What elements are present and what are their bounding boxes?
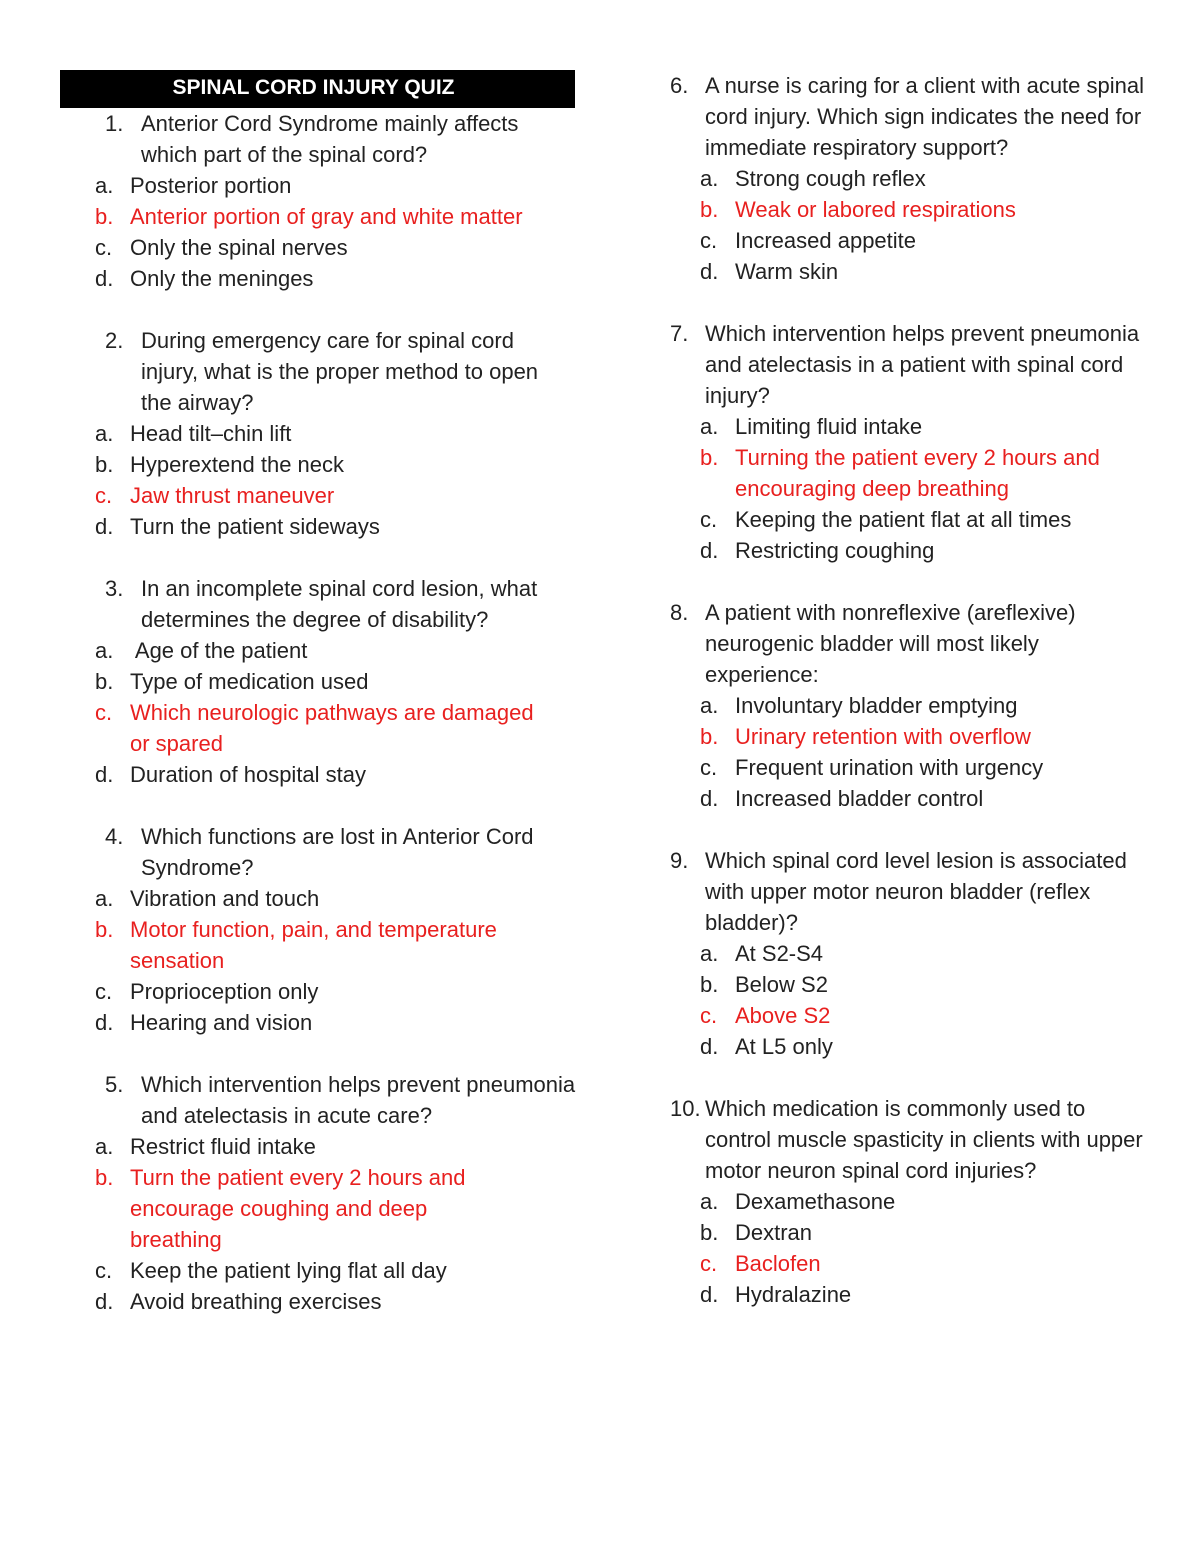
option-d: d. Duration of hospital stay bbox=[95, 762, 367, 787]
option-b: b. Hyperextend the neck bbox=[95, 452, 345, 477]
option-d: d. Hearing and vision bbox=[95, 1010, 313, 1035]
option-d: d. Turn the patient sideways bbox=[95, 514, 380, 539]
option-c-correct: c. Jaw thrust maneuver bbox=[95, 483, 335, 508]
options-list bbox=[60, 1131, 580, 1317]
option-a: a. Restrict fluid intake bbox=[95, 1134, 316, 1159]
question-9 bbox=[665, 845, 1145, 938]
option-a: a. Dexamethasone bbox=[700, 1189, 896, 1214]
option-a: a. Posterior portion bbox=[95, 173, 292, 198]
option-a: a. Limiting fluid intake bbox=[700, 414, 923, 439]
options-list bbox=[60, 170, 580, 294]
options-list bbox=[665, 938, 1145, 1062]
option-b-correct: b. Motor function, pain, and temperature sensation bbox=[95, 917, 497, 973]
option-a: a. Strong cough reflex bbox=[700, 166, 926, 191]
options-list bbox=[60, 635, 580, 790]
options-list bbox=[665, 1186, 1145, 1310]
option-a: a. Vibration and touch bbox=[95, 886, 320, 911]
option-d: d. Warm skin bbox=[700, 259, 839, 284]
question-number: 6. bbox=[670, 73, 689, 98]
question-10 bbox=[665, 1093, 1145, 1186]
question-text: Which functions are lost in Anterior Cord Syndrome? bbox=[141, 824, 534, 880]
option-a: a. Age of the patient bbox=[95, 638, 308, 663]
option-c-correct: c. Which neurologic pathways are damaged or spared bbox=[95, 700, 534, 756]
option-d: d. At L5 only bbox=[700, 1034, 833, 1059]
option-b: b. Dextran bbox=[700, 1220, 813, 1245]
option-c: c. Only the spinal nerves bbox=[95, 235, 348, 260]
left-column bbox=[60, 70, 580, 1317]
question-text: A patient with nonreflexive (areflexive) neurogenic bladder will most likely experience: bbox=[705, 600, 1076, 687]
question-number: 9. bbox=[670, 848, 689, 873]
option-c-correct: c. Baclofen bbox=[700, 1251, 821, 1276]
question-number: 10. bbox=[670, 1096, 701, 1121]
question-3 bbox=[60, 573, 580, 635]
option-a: a. Head tilt–chin lift bbox=[95, 421, 292, 446]
question-2 bbox=[60, 325, 580, 418]
question-text: Which medication is commonly used to control muscle spasticity in clients with upper motor neuron spinal cord injuries? bbox=[705, 1096, 1143, 1183]
option-b-correct: b. Turning the patient every 2 hours and encouraging deep breathing bbox=[700, 445, 1100, 501]
question-text: A nurse is caring for a client with acute spinal cord injury. Which sign indicates the need for immediate respiratory support? bbox=[705, 73, 1145, 160]
option-b: b. Below S2 bbox=[700, 972, 828, 997]
option-b-correct: b. Turn the patient every 2 hours and encourage coughing and deep breathing bbox=[95, 1165, 466, 1252]
question-7 bbox=[665, 318, 1145, 411]
options-list bbox=[665, 411, 1145, 566]
option-a: a. Involuntary bladder emptying bbox=[700, 693, 1018, 718]
options-list bbox=[60, 883, 580, 1038]
question-text: Anterior Cord Syndrome mainly affects which part of the spinal cord? bbox=[141, 111, 519, 167]
option-b-correct: b. Weak or labored respirations bbox=[700, 197, 1016, 222]
option-d: d. Avoid breathing exercises bbox=[95, 1289, 382, 1314]
option-c-correct: c. Above S2 bbox=[700, 1003, 831, 1028]
question-number: 2. bbox=[105, 328, 124, 353]
option-d: d. Restricting coughing bbox=[700, 538, 935, 563]
question-text: During emergency care for spinal cord injury, what is the proper method to open the airway? bbox=[141, 328, 539, 415]
right-column bbox=[665, 70, 1145, 1310]
option-d: d. Only the meninges bbox=[95, 266, 314, 291]
options-list bbox=[60, 418, 580, 542]
options-list bbox=[665, 163, 1145, 287]
option-b: b. Type of medication used bbox=[95, 669, 369, 694]
question-text: Which intervention helps prevent pneumonia and atelectasis in acute care? bbox=[141, 1072, 576, 1128]
option-a: a. At S2-S4 bbox=[700, 941, 824, 966]
option-d: d. Hydralazine bbox=[700, 1282, 852, 1307]
options-list bbox=[665, 690, 1145, 814]
question-number: 1. bbox=[105, 111, 124, 136]
question-6 bbox=[665, 70, 1145, 163]
question-text: In an incomplete spinal cord lesion, what determines the degree of disability? bbox=[141, 576, 538, 632]
option-c: c. Keep the patient lying flat all day bbox=[95, 1258, 447, 1283]
option-c: c. Frequent urination with urgency bbox=[700, 755, 1044, 780]
question-text: Which spinal cord level lesion is associated with upper motor neuron bladder (reflex bladder)? bbox=[705, 848, 1127, 935]
question-4 bbox=[60, 821, 580, 883]
question-8 bbox=[665, 597, 1145, 690]
question-5 bbox=[60, 1069, 580, 1131]
option-b-correct: b. Urinary retention with overflow bbox=[700, 724, 1031, 749]
question-text: Which intervention helps prevent pneumonia and atelectasis in a patient with spinal cord injury? bbox=[705, 321, 1140, 408]
option-b-correct: b. Anterior portion of gray and white matter bbox=[95, 204, 523, 229]
option-c: c. Proprioception only bbox=[95, 979, 319, 1004]
option-c: c. Keeping the patient flat at all times bbox=[700, 507, 1072, 532]
question-number: 3. bbox=[105, 576, 124, 601]
quiz-title: SPINAL CORD INJURY QUIZ bbox=[60, 70, 575, 108]
question-number: 5. bbox=[105, 1072, 124, 1097]
question-number: 4. bbox=[105, 824, 124, 849]
question-number: 8. bbox=[670, 600, 689, 625]
question-number: 7. bbox=[670, 321, 689, 346]
question-1 bbox=[60, 108, 580, 170]
option-c: c. Increased appetite bbox=[700, 228, 917, 253]
option-d: d. Increased bladder control bbox=[700, 786, 984, 811]
